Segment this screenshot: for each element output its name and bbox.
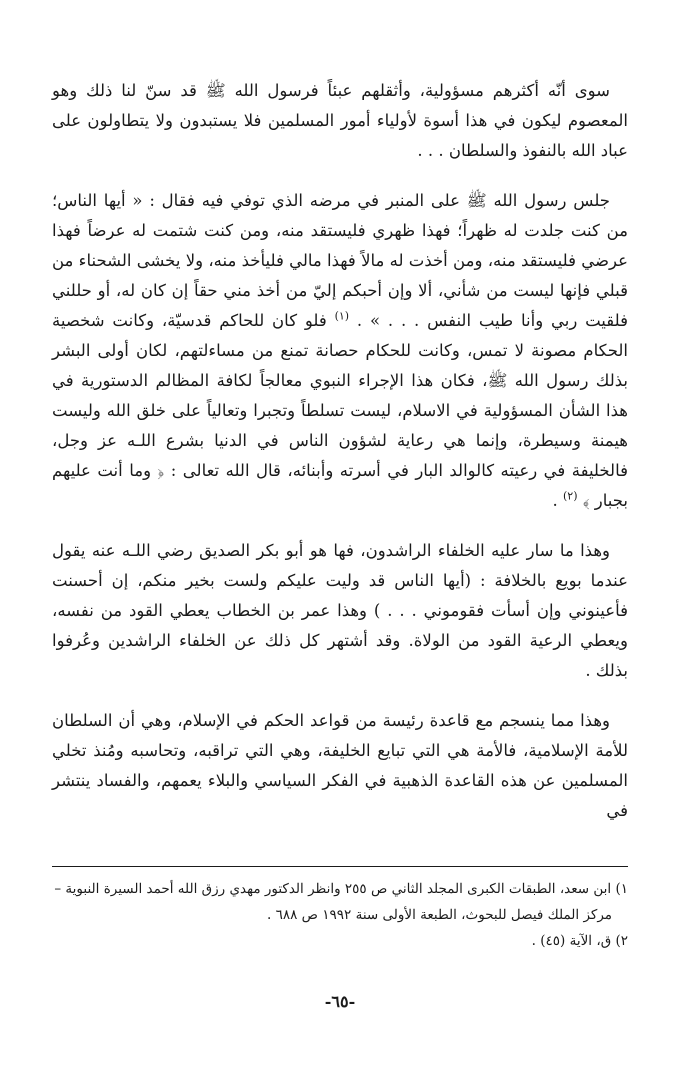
paragraph-2-text: جلس رسول الله ﷺ على المنبر في مرضه الذي توفي فيه فقال : « أيها الناس؛ من كنت جلدت له ظهراً؛ فهذا ظهري فليستقد منه، ومن كنت شتمت له عرضاً فهذا عرضي فليستقد منه، ومن أخذت له مالاً فهذا مالي فليأخذ منه، ولا يخشى الشحناء من قبلي فإنها ليست من شأني، ألا وإن أحبكم إليّ من أخذ مني حقاً إن كان له، أو حللني فلقيت ربي وأنا طيب النفس . . . » .	[52, 191, 628, 330]
footnotes	[52, 876, 628, 954]
footnote-ref-2: (٢)	[562, 489, 578, 503]
paragraph-1: سوى أنّه أكثرهم مسؤولية، وأثقلهم عبئاً فرسول الله ﷺ قد سنّ لنا ذلك وهو المعصوم ليكون في هذا أسوة لأولياء أمور المسلمين فلا يستبدون ولا يتطاولون على عباد الله بالنفوذ والسلطان . . .	[52, 81, 628, 160]
page-number: -٦٥-	[324, 992, 356, 1011]
footnote-1-continued: مركز الملك فيصل للبحوث، الطبعة الأولى سنة ١٩٩٢ ص ٦٨٨ .	[267, 907, 612, 923]
footnote-ref-1: (١)	[334, 309, 350, 323]
footnote-divider	[52, 866, 628, 867]
footnote-1: ١) ابن سعد، الطبقات الكبرى المجلد الثاني ص ٢٥٥ وانظر الدكتور مهدي رزق الله أحمد السيرة النبوية –	[54, 881, 628, 897]
page-body	[52, 76, 628, 846]
paragraph-4: وهذا مما ينسجم مع قاعدة رئيسة من قواعد الحكم في الإسلام، وهي أن السلطان للأمة الإسلامية، فالأمة هي التي تبايع الخليفة، وهي التي تراقبه، وتحاسبه ومُنذ تخلي المسلمين عن هذه القاعدة الذهبية في الفكر السياسي والبلاء يعمهم، والفساد ينتشر في	[52, 711, 628, 820]
paragraph-2-end: .	[552, 491, 563, 510]
footnote-2: ٢) ق، الآية (٤٥) .	[531, 933, 628, 949]
paragraph-2-continued: فلو كان للحاكم قدسيّة، وكانت شخصية الحكام مصونة لا تمس، وكانت للحكام حصانة تمنع من مساءلتهم، لكان أولى البشر بذلك رسول الله ﷺ، فكان هذا الإجراء النبوي معالجاً لكافة المظالم الدستورية في هذا الشأن المسؤولية في الاسلام، ليست تسلطاً وتجبرا وتعالياً على خلق الله وليست هيمنة وسيطرة، وإنما هي رعاية لشؤون الناس في الدنيا بشرع اللـه عز وجل، فالخليفة في رعيته كالوالد البار في أسرته وأبنائه، قال الله تعالى : ﴿ وما أنت عليهم بجبار ﴾	[52, 311, 628, 510]
paragraph-2	[52, 186, 628, 516]
paragraph-3: وهذا ما سار عليه الخلفاء الراشدون، فها هو أبو بكر الصديق رضي اللـه عنه يقول عندما بويع بالخلافة : (أيها الناس قد وليت عليكم ولست بخير منكم، إن أحسنت فأعينوني وإن أسأت فقوموني . . . ) وهذا عمر بن الخطاب يعطي القود من نفسه، ويعطي الرعية القود من الولاة. وقد أشتهر كل ذلك عن الخلفاء الراشدين وعُرفوا بذلك .	[52, 541, 628, 680]
